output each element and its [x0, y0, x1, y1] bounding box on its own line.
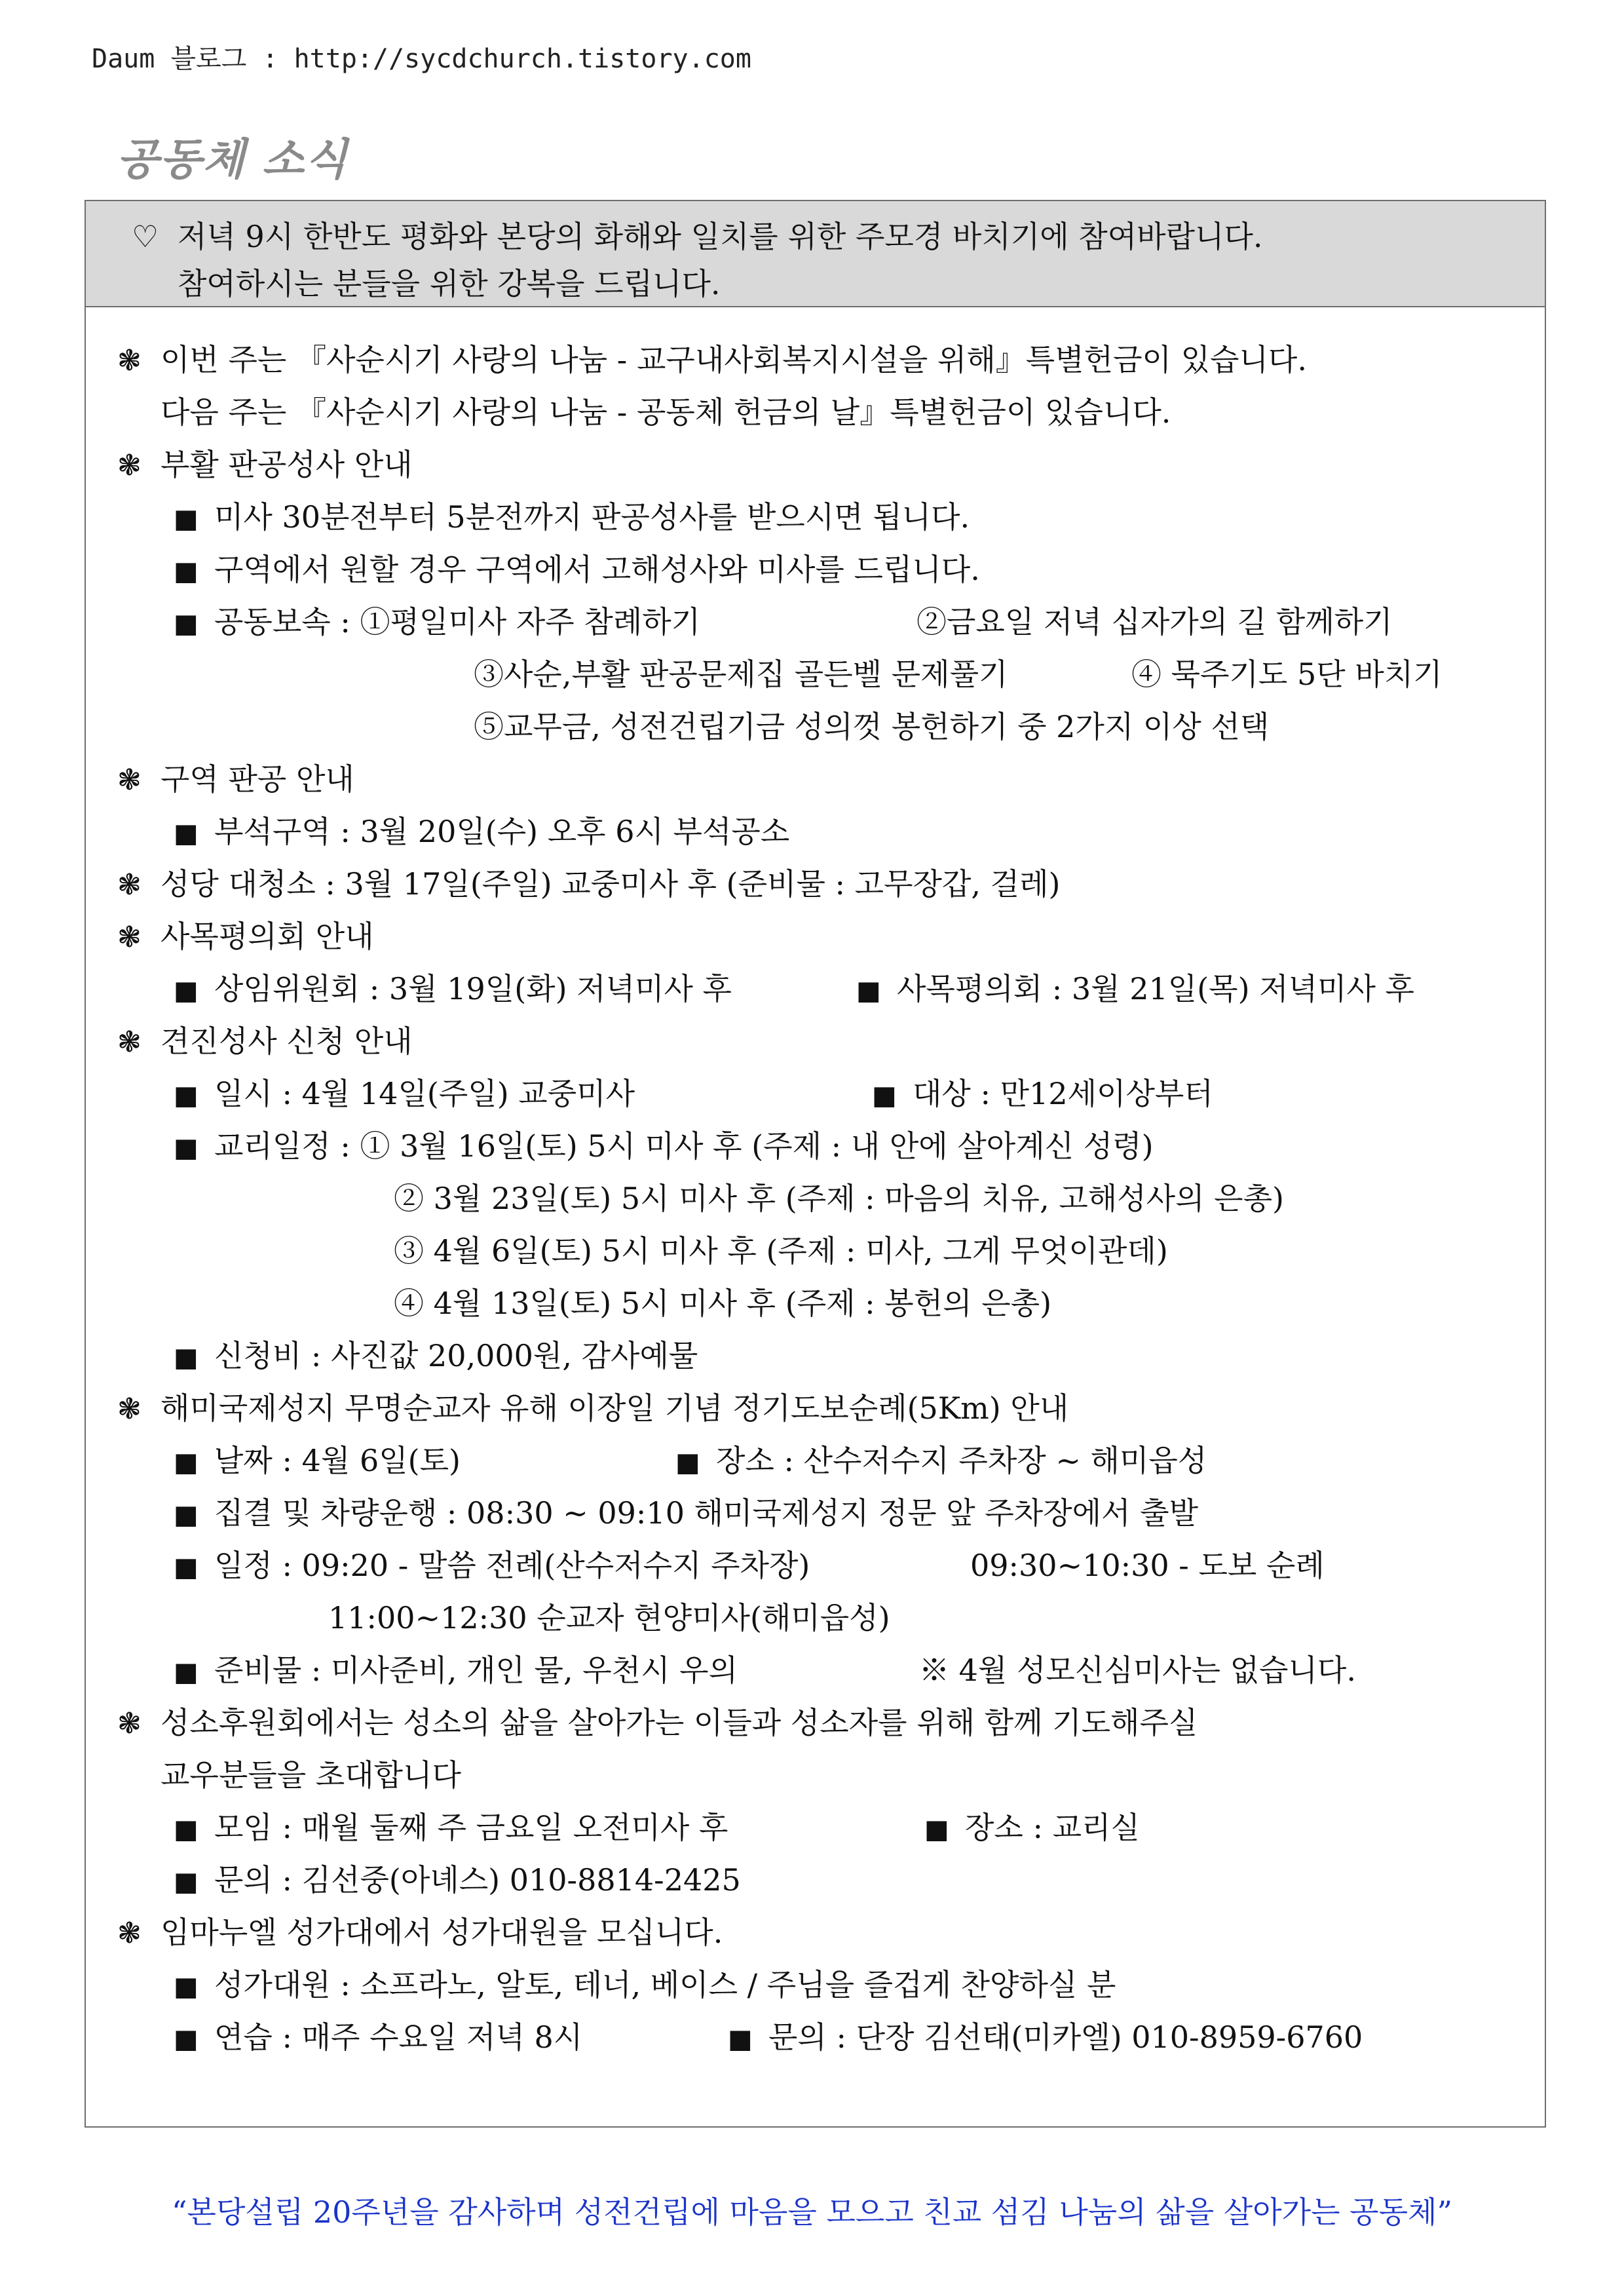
square-bullet-icon: ■: [174, 2024, 198, 2054]
flower-bullet-icon: ❃: [117, 449, 142, 482]
flower-bullet-icon: ❃: [117, 763, 142, 797]
list-item: ■ 공동보속 : ①평일미사 자주 참례하기: [174, 602, 700, 643]
list-item: ■ 일정 : 09:20 - 말씀 전례(산수저수지 주차장): [174, 1546, 810, 1587]
list-item: ■ 장소 : 산수저수지 주차장 ~ 해미읍성: [675, 1441, 1207, 1482]
square-bullet-icon: ■: [174, 1867, 198, 1897]
square-bullet-icon: ■: [174, 1552, 198, 1582]
square-bullet-icon: ■: [856, 976, 881, 1006]
lesson-2: ② 3월 23일(토) 5시 미사 후 (주제 : 마음의 치유, 고해성사의 은총): [394, 1181, 1284, 1216]
square-bullet-icon: ■: [174, 1447, 198, 1478]
flower-bullet-icon: ❃: [117, 1917, 142, 1950]
flower-bullet-icon: ❃: [117, 1392, 142, 1426]
list-item: ■ 신청비 : 사진값 20,000원, 감사예물: [174, 1336, 698, 1377]
list-item: ■ 구역에서 원할 경우 구역에서 고해성사와 미사를 드립니다.: [174, 550, 980, 591]
blog-source-url: Daum 블로그 : http://sycdchurch.tistory.com: [92, 44, 751, 74]
list-item: ■ 문의 : 김선중(아녜스) 010-8814-2425: [174, 1860, 741, 1902]
choir-title: ❃ 임마누엘 성가대에서 성가대원을 모십니다.: [117, 1913, 723, 1953]
council-title: ❃ 사목평의회 안내: [117, 917, 374, 957]
list-item: ■ 날짜 : 4월 6일(토): [174, 1441, 461, 1482]
notice-box: [86, 201, 1545, 307]
list-item: ■ 상임위원회 : 3월 19일(화) 저녁미사 후: [174, 969, 732, 1010]
square-bullet-icon: ■: [174, 1657, 198, 1687]
section-title: 공동체 소식: [117, 134, 349, 185]
cleaning-title: ❃ 성당 대청소 : 3월 17일(주일) 교중미사 후 (준비물 : 고무장갑, 걸레): [117, 864, 1060, 905]
square-bullet-icon: ■: [728, 2024, 753, 2054]
square-bullet-icon: ■: [174, 818, 198, 849]
list-item: ■ 성가대원 : 소프라노, 알토, 테너, 베이스 / 주님을 즐겁게 찬양하실 분: [174, 1965, 1116, 2006]
easter-confession-title: ❃ 부활 판공성사 안내: [117, 445, 413, 486]
square-bullet-icon: ■: [174, 504, 198, 534]
square-bullet-icon: ■: [872, 1081, 897, 1111]
lesson-3: ③ 4월 6일(토) 5시 미사 후 (주제 : 미사, 그게 무엇이관데): [394, 1233, 1168, 1269]
list-item: ■ 모임 : 매월 둘째 주 금요일 오전미사 후: [174, 1808, 728, 1849]
news-content: [86, 307, 1545, 2128]
flower-bullet-icon: ❃: [117, 344, 142, 377]
schedule-mass: 11:00~12:30 순교자 현양미사(해미읍성): [328, 1600, 890, 1636]
square-bullet-icon: ■: [174, 556, 198, 586]
lesson-4: ④ 4월 13일(토) 5시 미사 후 (주제 : 봉헌의 은총): [394, 1286, 1052, 1321]
confirmation-title: ❃ 견진성사 신청 안내: [117, 1022, 413, 1062]
penance-option-3: ③사순,부활 판공문제집 골든벨 문제풀기: [474, 657, 1008, 692]
list-item: ■ 교리일정 : ① 3월 16일(토) 5시 미사 후 (주제 : 내 안에 살아계신 성령): [174, 1126, 1154, 1168]
list-item: ■ 대상 : 만12세이상부터: [872, 1074, 1213, 1115]
square-bullet-icon: ■: [924, 1814, 949, 1845]
notice-line-1: ♡ 저녁 9시 한반도 평화와 본당의 화해와 일치를 위한 주모경 바치기에 참여바랍니다.: [132, 219, 1263, 254]
square-bullet-icon: ■: [174, 1081, 198, 1111]
penance-option-5: ⑤교무금, 성전건립기금 성의껏 봉헌하기 중 2가지 이상 선택: [474, 709, 1270, 744]
square-bullet-icon: ■: [174, 1814, 198, 1845]
heart-icon: ♡: [132, 219, 159, 254]
schedule-walk: 09:30~10:30 - 도보 순례: [970, 1548, 1325, 1583]
flower-bullet-icon: ❃: [117, 1025, 142, 1059]
offering-line-2: 다음 주는 『사순시기 사랑의 나눔 - 공동체 헌금의 날』특별헌금이 있습니다.: [161, 394, 1171, 430]
flower-bullet-icon: ❃: [117, 1707, 142, 1740]
list-item: ■ 연습 : 매주 수요일 저녁 8시: [174, 2018, 582, 2059]
list-item: ■ 집결 및 차량운행 : 08:30 ~ 09:10 해미국제성지 정문 앞 주차장에서 출발: [174, 1493, 1198, 1535]
square-bullet-icon: ■: [675, 1447, 700, 1478]
district-title: ❃ 구역 판공 안내: [117, 759, 354, 800]
list-item: ■ 부석구역 : 3월 20일(수) 오후 6시 부석공소: [174, 812, 789, 853]
vocation-support-line-2: 교우분들을 초대합니다: [161, 1757, 461, 1793]
flower-bullet-icon: ❃: [117, 921, 142, 954]
vocation-support-line-1: ❃ 성소후원회에서는 성소의 삶을 살아가는 이들과 성소자를 위해 함께 기도해주실: [117, 1703, 1198, 1744]
square-bullet-icon: ■: [174, 1500, 198, 1530]
square-bullet-icon: ■: [174, 1972, 198, 2002]
square-bullet-icon: ■: [174, 609, 198, 639]
penance-option-4: ④ 묵주기도 5단 바치기: [1131, 657, 1443, 692]
list-item: ■ 사목평의회 : 3월 21일(목) 저녁미사 후: [856, 969, 1414, 1010]
square-bullet-icon: ■: [174, 976, 198, 1006]
list-item: ■ 일시 : 4월 14일(주일) 교중미사: [174, 1074, 635, 1115]
parish-motto: “본당설립 20주년을 감사하며 성전건립에 마음을 모으고 친교 섬김 나눔의 삶을 살아가는 공동체”: [172, 2194, 1452, 2230]
list-item: ■ 장소 : 교리실: [924, 1808, 1140, 1849]
square-bullet-icon: ■: [174, 1133, 198, 1163]
penance-option-2: ②금요일 저녁 십자가의 길 함께하기: [916, 604, 1393, 640]
offering-line-1: ❃ 이번 주는 『사순시기 사랑의 나눔 - 교구내사회복지시설을 위해』특별헌금이 있습니다.: [117, 340, 1307, 381]
square-bullet-icon: ■: [174, 1343, 198, 1373]
list-item: ■ 미사 30분전부터 5분전까지 판공성사를 받으시면 됩니다.: [174, 497, 970, 539]
pilgrimage-note: ※ 4월 성모신심미사는 없습니다.: [919, 1653, 1356, 1688]
list-item: ■ 문의 : 단장 김선태(미카엘) 010-8959-6760: [728, 2018, 1363, 2059]
notice-line-2: 참여하시는 분들을 위한 강복을 드립니다.: [178, 266, 721, 301]
news-frame: [85, 200, 1546, 2128]
pilgrimage-title: ❃ 해미국제성지 무명순교자 유해 이장일 기념 정기도보순례(5Km) 안내: [117, 1388, 1068, 1429]
flower-bullet-icon: ❃: [117, 868, 142, 902]
list-item: ■ 준비물 : 미사준비, 개인 물, 우천시 우의: [174, 1651, 738, 1692]
